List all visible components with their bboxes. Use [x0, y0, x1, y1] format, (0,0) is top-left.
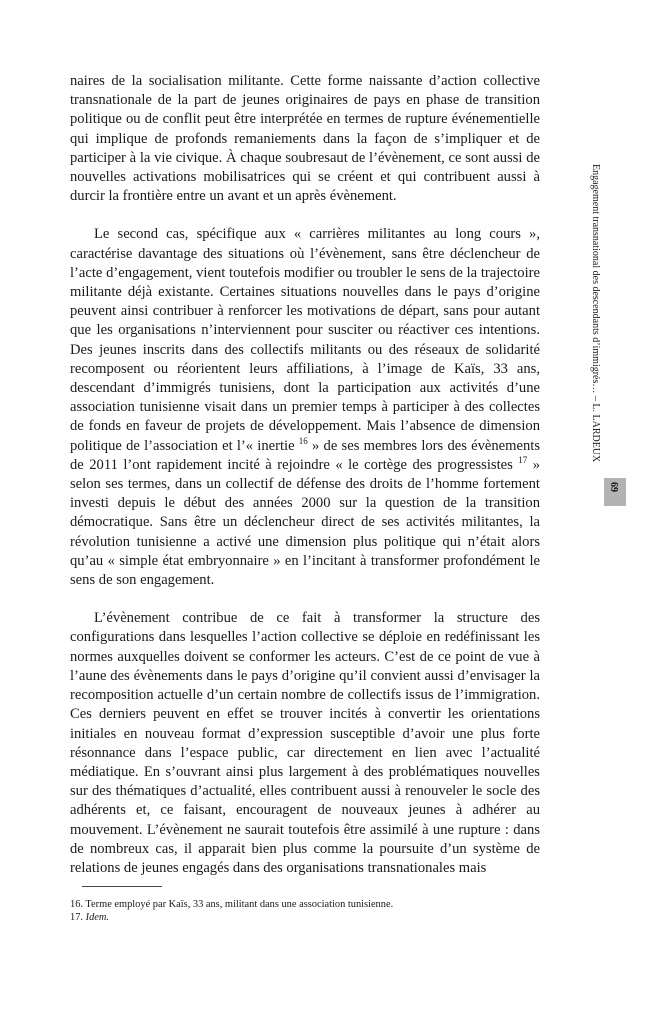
footnote-ref-17: 17 — [518, 455, 528, 465]
body-text — [70, 72, 540, 878]
paragraph-2-part-a: Le second cas, spécifique aux « carrières militantes au long cours », caractérise davantage des situations où l’évènement, sans être déclencheur de l’acte d’engagement, vient toutefois modifier ou troubler le sens de la trajectoire militante déjà existante. Certaines situations nouvelles dans le pays d’origine peuvent ainsi contribuer à renforcer les motivations de départ, sans pour autant que les organisations n’interviennent pour susciter ou réactiver ces intentions. Des jeunes inscrits dans des collectifs militants ou des réseaux de solidarité recomposent ou réorientent leurs affiliations, à l’image de Kaïs, 33 ans, descendant d’immigrés tunisiens, dont la participation aux activités d’une association tunisienne visait dans un premier temps à participer à des collectes de fonds en faveur de projets de développement. Mais l’absence de dimension politique de l’association et l’« inertie — [70, 226, 540, 454]
paragraph-1: naires de la socialisation militante. Cette forme naissante d’action collective transnationale de la part de jeunes originaires de pays en phase de transition politique ou de conflit peut être interprétée en termes de rupture événementielle qui implique de profonds remaniements dans la façon de s’impliquer et de participer à la vie civique. À chaque soubresaut de l’évènement, ce sont aussi de nouvelles activations mobilisatrices qui se créent et qui contribuent aussi à durcir la frontière entre un avant et un après évènement. — [70, 73, 540, 205]
paragraph-gap — [70, 206, 540, 225]
footnote-16-text: Terme employé par Kaïs, 33 ans, militant dans une association tunisienne. — [85, 899, 394, 910]
paragraph-2 — [70, 225, 540, 590]
running-head-text: Engagement transnational des descendants d’immigrés… – L. LARDEUX — [590, 164, 601, 463]
footnotes — [70, 898, 540, 924]
footnote-16 — [70, 898, 540, 911]
paragraph-2-part-c: » selon ses termes, dans un collectif de défense des droits de l’homme fortement investi depuis le début des années 2000 sur la question de la transition démocratique. Sans être un déclencheur direct de ses activités militantes, la révolution tunisienne a activé une dimension plus politique qui n’était alors qu’au « simple état embryonnaire » en l’incitant à transformer profondément le sens de son engagement. — [70, 456, 540, 589]
paragraph-3: L’évènement contribue de ce fait à transformer la structure des configurations dans lesquelles l’action collective se déploie en redéfinissant les normes auxquelles doivent se conformer les acteurs. C’est de ce point de vue à l’aune des évènements dans le pays d’origine qu’il convient aussi d’envisager la recomposition actuelle d’un certain nombre de collectifs issus de l’immigration. Ces derniers peuvent en effet se trouver incités à convertir les orientations initiales en nouveau format d’expression susceptible d’avoir une plus forte résonnance dans l’espace public, car directement en lien avec l’actualité médiatique. En s’ouvrant ainsi plus largement à des problématiques nouvelles sur des thématiques d’actualité, elles contribuent aussi à renouveler le socle des adhérents et, ce faisant, encouragent de nouveaux jeunes à adhérer au mouvement. L’évènement ne saurait toutefois être assimilé à une rupture : dans de nombreux cas, il apparait bien plus comme la poursuite d’un système de relations de jeunes engagés dans des organisations transnationales mais — [70, 610, 540, 876]
footnote-17-text: Idem. — [85, 912, 109, 923]
running-head — [590, 164, 614, 484]
page-number-tab — [604, 478, 626, 506]
footnote-16-number: 16. — [70, 899, 83, 910]
footnote-ref-16: 16 — [298, 435, 308, 446]
paragraph-2-part-b: » de ses membres lors des évènements de 2011 l’ont rapidement incité à rejoindre « le cortège des progressistes — [70, 437, 541, 473]
footnote-17 — [70, 911, 540, 924]
paragraph-gap — [70, 590, 540, 609]
footnote-separator — [82, 886, 162, 887]
footnote-17-number: 17. — [70, 912, 83, 923]
page-number: 69 — [608, 482, 619, 492]
